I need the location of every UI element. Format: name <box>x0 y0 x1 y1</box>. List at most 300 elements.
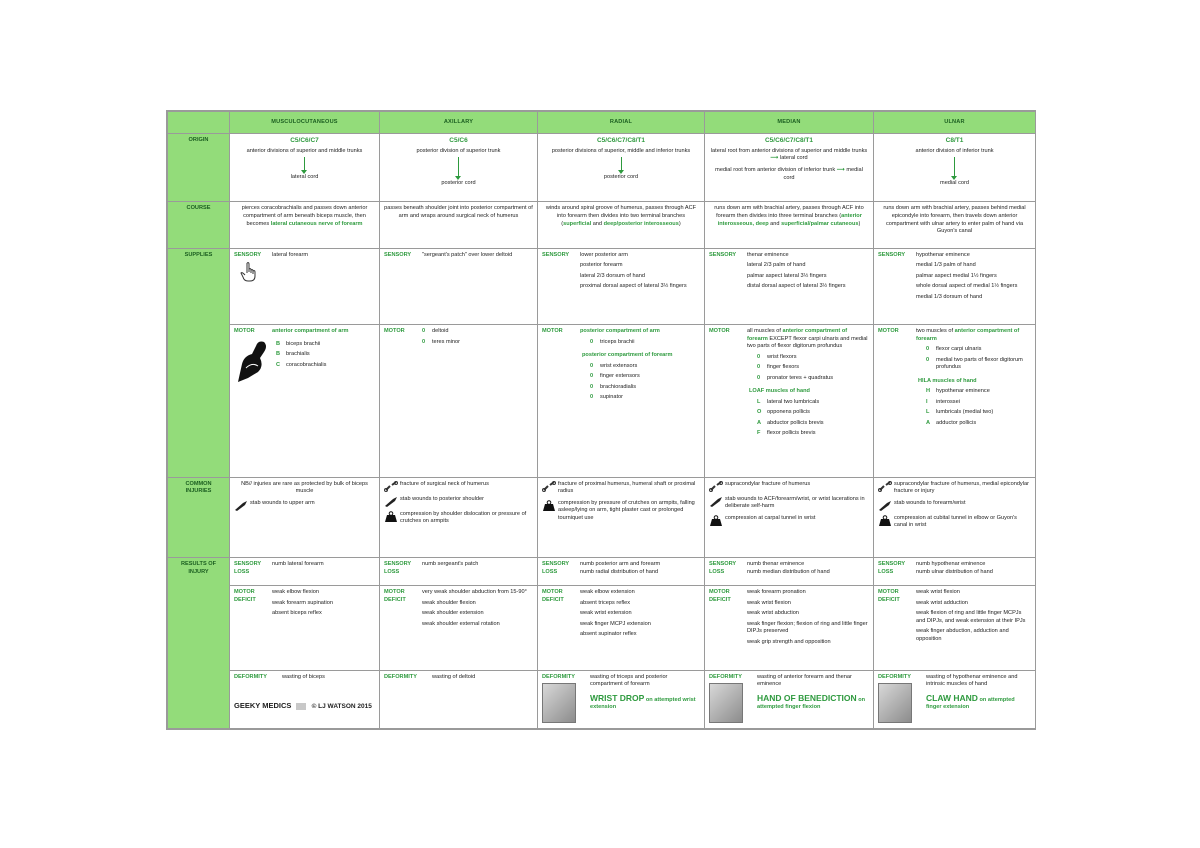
course-row <box>168 202 1036 248</box>
sensory-list <box>916 252 1031 302</box>
motor-label: MOTOR <box>709 328 730 334</box>
motor-deficit-label: MOTOR DEFICIT <box>542 589 564 603</box>
course-end: ) <box>858 220 861 227</box>
motor-deficit-item: weak forearm pronation <box>747 589 806 596</box>
course-highlight: superficial <box>563 220 592 227</box>
sensory-item: medial 1/3 dorsum of hand <box>916 293 983 300</box>
motor-letter: C <box>276 361 281 368</box>
knife-icon <box>234 500 248 511</box>
deformity-text: wasting of hypothenar eminence and intrinsic muscles of hand <box>926 673 1018 688</box>
motor-muscle: adductor pollicis <box>936 419 977 426</box>
course-highlight: deep/posterior interosseous <box>603 220 679 227</box>
injuries-ulnar <box>874 477 1036 557</box>
sensory-loss-row <box>168 558 1036 586</box>
arrow-down-icon <box>458 157 459 177</box>
motor-letter: 0 <box>926 356 930 363</box>
sensory-loss-item: numb lateral forearm <box>272 561 324 568</box>
motor-item <box>757 364 869 372</box>
origin-row <box>168 134 1036 202</box>
row-label-common-injuries: COMMON INJURIES <box>168 477 230 557</box>
motor-intro <box>747 328 869 351</box>
sensory-loss-median <box>705 558 874 586</box>
motor-letter: 0 <box>757 353 761 360</box>
row-label-course: COURSE <box>168 202 230 248</box>
motor-radial <box>538 325 705 478</box>
motor-list <box>422 328 533 349</box>
motor-post: EXCEPT flexor carpi ulnaris and medial two parts of flexor digitorum profundus <box>747 335 868 350</box>
injury-item <box>384 511 533 526</box>
sensory-loss-axillary <box>380 558 538 586</box>
claw-hand-photo <box>878 683 912 723</box>
sensory-loss-label: SENSORY LOSS <box>234 561 262 575</box>
sensory-item: palmar aspect medial 1½ fingers <box>916 272 997 279</box>
roots: C8/T1 <box>945 137 964 145</box>
motor-deficit-item: weak elbow extension <box>580 589 635 596</box>
motor-deficit-list <box>747 589 869 646</box>
sensory-loss-list <box>916 561 1031 576</box>
motor-item <box>757 420 869 428</box>
motor-list <box>878 346 1031 372</box>
row-label-origin: ORIGIN <box>168 134 230 202</box>
sensory-loss-label: SENSORY LOSS <box>384 561 412 575</box>
motor-list <box>542 339 700 347</box>
origin-text-2 <box>709 167 869 182</box>
sensory-loss-item: numb ulnar distribution of hand <box>916 568 993 575</box>
motor-muscle: flexor carpi ulnaris <box>936 346 982 353</box>
motor-musculocutaneous <box>230 325 380 478</box>
injury-text: stab wounds to forearm/wrist <box>894 499 966 506</box>
injuries-median <box>705 477 874 557</box>
motor-item <box>757 409 869 417</box>
arrow-right-icon: ⟶ <box>770 155 779 162</box>
motor-muscle: opponens pollicis <box>767 409 810 416</box>
sensory-loss-list <box>580 561 700 576</box>
branding <box>234 701 375 712</box>
deformity-radial <box>538 670 705 728</box>
roots: C5/C6/C7/C8/T1 <box>764 137 814 145</box>
motor-letter: 0 <box>926 346 930 353</box>
motor-deficit-item: weak wrist flexion <box>916 589 960 596</box>
motor-row <box>168 325 1036 478</box>
injury-text: stab wounds to upper arm <box>250 499 315 506</box>
origin-musculocutaneous <box>230 134 380 202</box>
motor-heading: anterior compartment of arm <box>272 328 349 334</box>
header-median: MEDIAN <box>705 112 874 134</box>
injury-item <box>542 481 700 496</box>
motor-intro <box>916 328 1031 343</box>
deformity-text: wasting of deltoid <box>432 673 476 680</box>
motor-item <box>926 357 1031 372</box>
motor-ulnar <box>874 325 1036 478</box>
origin-text: anterior divisions of superior and middle trunks <box>246 147 363 154</box>
motor-item <box>590 384 700 392</box>
course-musculocutaneous <box>230 202 380 248</box>
motor-muscle: wrist flexors <box>767 353 797 360</box>
motor-item <box>590 363 700 371</box>
motor-deficit-musculocutaneous <box>230 586 380 670</box>
sensory-item: palmar aspect lateral 3½ fingers <box>747 272 827 279</box>
origin-axillary <box>380 134 538 202</box>
motor-deficit-item: weak wrist abduction <box>747 610 799 617</box>
injury-item <box>542 500 700 523</box>
motor-letter: I <box>926 398 928 405</box>
sensory-item: distal dorsal aspect of lateral 3½ fingers <box>747 283 846 290</box>
motor-item <box>590 373 700 381</box>
motor-letter: 0 <box>590 362 594 369</box>
motor-letter: B <box>276 340 281 347</box>
motor-item <box>757 354 869 362</box>
motor-list-2 <box>542 363 700 402</box>
course-text: runs down arm with brachial artery, passes through ACF into forearm then divides into three terminal branches ( <box>714 205 864 219</box>
sensory-loss-label: SENSORY LOSS <box>878 561 906 575</box>
deformity-row <box>168 670 1036 728</box>
motor-letter: 0 <box>757 374 761 381</box>
motor-muscle: pronator teres + quadratus <box>767 374 834 381</box>
injury-text: stab wounds to posterior shoulder <box>400 495 484 502</box>
deformity-axillary <box>380 670 538 728</box>
arrow-down-icon <box>304 157 305 171</box>
sensory-item: posterior forearm <box>580 262 623 269</box>
motor-deficit-label: MOTOR DEFICIT <box>709 589 731 603</box>
course-text: pierces coracobrachialis and passes down anterior compartment of arm beneath biceps muscle, then becomes <box>241 205 368 227</box>
deformity-name: HAND OF BENEDICTION <box>757 692 857 703</box>
motor-muscle: deltoid <box>432 328 449 334</box>
motor-muscle: biceps brachii <box>286 340 321 347</box>
deformity-left <box>542 674 590 724</box>
sensory-item: thenar eminence <box>747 251 789 258</box>
broken-bone-icon <box>384 481 398 492</box>
motor-heading: posterior compartment of arm <box>580 328 660 334</box>
deformity-label: DEFORMITY <box>709 673 742 680</box>
motor-label: MOTOR <box>542 328 563 334</box>
motor-deficit-item: weak wrist adduction <box>916 599 968 606</box>
sensory-item: "sergeant's patch" over lower deltoid <box>422 251 513 258</box>
pointing-hand-icon <box>240 261 260 283</box>
header-ulnar: ULNAR <box>874 112 1036 134</box>
roots: C5/C6/C7/C8/T1 <box>596 137 646 145</box>
deformity-name: WRIST DROP <box>590 692 645 703</box>
motor-letter: B <box>276 351 281 358</box>
injury-text: compression at carpal tunnel in wrist <box>725 514 816 521</box>
motor-muscle: teres minor <box>432 338 460 345</box>
motor-deficit-item: weak finger abduction, adduction and opposition <box>916 628 1009 642</box>
sensory-item <box>580 252 700 291</box>
motor-label: MOTOR <box>234 328 255 334</box>
sensory-loss-radial <box>538 558 705 586</box>
deformity-musculocutaneous <box>230 670 380 728</box>
course-highlight: superficial/palmar cutaneous <box>781 220 859 227</box>
logo-image-icon <box>296 703 306 710</box>
weight-icon <box>878 515 892 526</box>
motor-item <box>926 420 1031 428</box>
motor-axillary <box>380 325 538 478</box>
injury-item <box>878 515 1031 530</box>
deformity-ulnar <box>874 670 1036 728</box>
row-label-supplies: SUPPLIES <box>168 248 230 477</box>
motor-heading-2: posterior compartment of forearm <box>582 352 673 359</box>
motor-muscle: finger flexors <box>767 364 800 371</box>
motor-deficit-list <box>916 589 1031 643</box>
sensory-loss-label: SENSORY LOSS <box>542 561 570 575</box>
motor-deficit-ulnar <box>874 586 1036 670</box>
cord: posterior cord <box>441 180 476 187</box>
motor-deficit-item: absent biceps reflex <box>272 610 322 617</box>
motor-deficit-item: absent triceps reflex <box>580 599 631 606</box>
deformity-trigger: on attempted finger extension <box>926 696 1015 711</box>
motor-deficit-item: weak shoulder external rotation <box>422 620 500 627</box>
motor-deficit-median <box>705 586 874 670</box>
arrow-down-icon <box>954 157 955 177</box>
motor-muscle: flexor pollicis brevis <box>767 430 816 437</box>
course-ulnar: runs down arm with brachial artery, passes behind medial epicondyle into forearm, then travels down anterior compartment with ulnar artery to enter palm of hand via Guyon's canal <box>874 202 1036 248</box>
injuries-musculocutaneous <box>230 477 380 557</box>
motor-deficit-item: weak finger flexion; flexion of ring and little finger DIPJs preserved <box>747 620 868 635</box>
sensory-item: hypothenar eminence <box>916 251 970 258</box>
injuries-axillary <box>380 477 538 557</box>
injury-text: stab wounds to ACF/forearm/wrist, or wrist lacerations in deliberate self-harm <box>725 495 865 510</box>
motor-deficit-item: weak forearm supination <box>272 599 333 606</box>
roots: C5/C6/C7 <box>290 137 319 145</box>
origin-radial <box>538 134 705 202</box>
deformity-left <box>878 674 926 724</box>
motor-deficit-item: weak wrist flexion <box>747 599 791 606</box>
motor-letter: 0 <box>422 328 426 334</box>
credit: © LJ WATSON 2015 <box>311 703 372 711</box>
arrow-right-icon: ⟶ <box>836 166 845 173</box>
motor-item <box>422 339 533 347</box>
motor-deficit-item: weak grip strength and opposition <box>747 638 831 645</box>
motor-item <box>757 430 869 438</box>
motor-muscle: coracobrachialis <box>286 361 327 368</box>
motor-pre: all muscles of <box>747 328 781 334</box>
motor-item <box>926 409 1031 417</box>
motor-muscle: interossei <box>936 398 960 405</box>
motor-muscle: supinator <box>600 394 624 401</box>
motor-deficit-radial <box>538 586 705 670</box>
origin-text <box>709 148 869 163</box>
course-axillary: passes beneath shoulder joint into posterior compartment of arm and wraps around surgical neck of humerus <box>380 202 538 248</box>
broken-bone-icon <box>878 481 892 492</box>
injuries-row <box>168 477 1036 557</box>
deformity-text: wasting of anterior forearm and thenar eminence <box>757 673 852 688</box>
sensory-loss-item: numb median distribution of hand <box>747 568 830 575</box>
cord: medial cord <box>783 166 863 181</box>
injury-text: compression at cubital tunnel in elbow or Guyon's canal in wrist <box>894 514 1017 529</box>
motor-letter: A <box>757 419 762 426</box>
motor-deficit-item: weak elbow flexion <box>272 589 319 596</box>
header-radial: RADIAL <box>538 112 705 134</box>
cord: lateral cord <box>779 155 808 162</box>
origin-text: posterior divisions of superior, middle and inferior trunks <box>551 147 691 154</box>
flexed-arm-icon <box>234 338 270 384</box>
course-radial <box>538 202 705 248</box>
deformity-label: DEFORMITY <box>542 673 575 680</box>
course-highlight: lateral cutaneous nerve of forearm <box>270 220 363 227</box>
motor-muscle: abductor pollicis brevis <box>767 419 824 426</box>
motor-list <box>270 338 326 384</box>
origin-ulnar <box>874 134 1036 202</box>
motor-deficit-axillary <box>380 586 538 670</box>
header-axillary: AXILLARY <box>380 112 538 134</box>
sensory-item: lateral forearm <box>272 251 309 258</box>
motor-deficit-label: MOTOR DEFICIT <box>878 589 900 603</box>
geeky-medics-logo: GEEKY MEDICS <box>234 701 292 711</box>
motor-letter: A <box>926 419 931 426</box>
injury-text: compression by pressure of crutches on armpits, falling asleep/lying on arm, tight plaster cast or prolonged tourniquet use <box>558 499 695 521</box>
motor-muscle: wrist extensors <box>600 362 638 369</box>
origin-text-medial: medial root from anterior division of inferior trunk <box>715 166 836 173</box>
deformity-label: DEFORMITY <box>234 673 267 680</box>
motor-item <box>926 346 1031 354</box>
motor-heading: anterior compartment of forearm <box>916 328 1020 342</box>
course-and: and <box>768 220 782 227</box>
motor-deficit-item: very weak shoulder abduction from 15-90° <box>422 589 527 596</box>
broken-bone-icon <box>709 481 723 492</box>
motor-letter: 0 <box>590 373 594 380</box>
motor-letter: F <box>757 430 761 437</box>
motor-item <box>276 351 326 359</box>
deformity-right <box>926 674 1031 724</box>
sensory-label: SENSORY <box>878 251 906 258</box>
sensory-loss-item: numb sergeant's patch <box>422 561 479 568</box>
course-text: winds around spiral groove of humerus, passes through ACF into forearm then divides into two terminal branches ( <box>545 205 697 227</box>
injury-item <box>709 515 869 526</box>
motor-item <box>590 339 700 347</box>
knife-icon <box>709 496 723 507</box>
deformity-name: CLAW HAND <box>926 692 978 703</box>
wrist-drop-photo <box>542 683 576 723</box>
sensory-list <box>747 252 869 291</box>
motor-deficit-item: weak flexion of ring and little finger MCPJs and DIPJs, and weak extension at their IPJs <box>916 610 1026 624</box>
weight-icon <box>709 515 723 526</box>
sensory-musculocutaneous <box>230 248 380 324</box>
deformity-median <box>705 670 874 728</box>
broken-bone-icon <box>542 481 556 492</box>
sensory-item: lateral 2/3 palm of hand <box>747 262 806 269</box>
sensory-loss-label: SENSORY LOSS <box>709 561 737 575</box>
sensory-item: lateral 2/3 dorsum of hand <box>580 272 645 279</box>
motor-letter: L <box>757 398 761 405</box>
origin-text: posterior division of superior trunk <box>416 147 501 154</box>
injuries-radial <box>538 477 705 557</box>
motor-list-2 <box>878 388 1031 427</box>
motor-muscle: brachialis <box>286 351 310 358</box>
motor-item <box>276 362 326 370</box>
motor-deficit-list <box>580 589 700 639</box>
motor-muscle: lumbricals (medial two) <box>936 409 994 416</box>
motor-heading-2: LOAF muscles of hand <box>749 388 810 395</box>
origin-median <box>705 134 874 202</box>
sensory-item: lower posterior arm <box>580 251 628 258</box>
course-end: ) <box>678 220 681 227</box>
sensory-radial <box>538 248 705 324</box>
motor-median <box>705 325 874 478</box>
nerve-summary-sheet <box>166 110 1036 730</box>
injury-item <box>878 500 1031 511</box>
motor-item <box>926 399 1031 407</box>
motor-pre: two muscles of <box>916 328 953 334</box>
sensory-label: SENSORY <box>709 251 737 258</box>
arrow-down-icon <box>621 157 622 171</box>
injury-text: supracondylar fracture of humerus, medial epicondylar fracture or injury <box>894 480 1029 495</box>
motor-list-2 <box>709 399 869 438</box>
sensory-loss-musculocutaneous <box>230 558 380 586</box>
sensory-item: proximal dorsal aspect of lateral 3½ fingers <box>580 283 687 290</box>
motor-deficit-label: MOTOR DEFICIT <box>234 589 256 603</box>
motor-deficit-list <box>272 589 375 618</box>
weight-icon <box>542 500 556 511</box>
motor-deficit-row <box>168 586 1036 670</box>
cord: lateral cord <box>290 174 319 181</box>
sensory-axillary <box>380 248 538 324</box>
sensory-loss-item: numb posterior arm and forearm <box>580 561 661 568</box>
corner-cell <box>168 112 230 134</box>
motor-letter: 0 <box>590 383 594 390</box>
course-and: and <box>591 220 604 227</box>
sensory-loss-item: numb thenar eminence <box>747 561 805 568</box>
injury-text: compression by shoulder dislocation or pressure of crutches on armpits <box>400 510 527 525</box>
deformity-label: DEFORMITY <box>878 673 911 680</box>
injury-text: supracondylar fracture of humerus <box>725 480 811 487</box>
motor-muscle: hypothenar eminence <box>936 388 990 395</box>
motor-deficit-label: MOTOR DEFICIT <box>384 589 406 603</box>
motor-item <box>276 341 326 349</box>
injury-item <box>709 496 869 511</box>
deformity-trigger: on attempted finger flexion <box>757 696 866 711</box>
header-musculocutaneous: MUSCULOCUTANEOUS <box>230 112 380 134</box>
sensory-loss-ulnar <box>874 558 1036 586</box>
motor-item <box>926 388 1031 396</box>
motor-muscle: brachioradialis <box>600 383 637 390</box>
sensory-loss-item: numb hypothenar eminence <box>916 561 986 568</box>
motor-label: MOTOR <box>878 328 899 334</box>
knife-icon <box>878 500 892 511</box>
row-label-results: RESULTS OF INJURY <box>168 558 230 729</box>
motor-item <box>590 394 700 402</box>
motor-deficit-item: absent supinator reflex <box>580 631 637 638</box>
injury-note: NB// injuries are rare as protected by bulk of biceps muscle <box>241 480 368 495</box>
motor-letter: 0 <box>590 338 594 345</box>
sensory-median <box>705 248 874 324</box>
motor-deficit-item: weak finger MCPJ extension <box>580 620 651 627</box>
sensory-loss-list <box>747 561 869 576</box>
injury-item <box>878 481 1031 496</box>
sensory-loss-item: numb radial distribution of hand <box>580 568 659 575</box>
injury-item <box>709 481 869 492</box>
motor-item <box>757 375 869 383</box>
motor-item <box>757 399 869 407</box>
deformity-label: DEFORMITY <box>384 673 417 680</box>
motor-list <box>709 354 869 383</box>
deformity-text: wasting of biceps <box>282 673 325 680</box>
benediction-hand-photo <box>709 683 743 723</box>
sensory-row <box>168 248 1036 324</box>
sensory-item: whole dorsal aspect of medial 1½ fingers <box>916 283 1018 290</box>
motor-muscle: lateral two lumbricals <box>767 398 820 405</box>
motor-letter: 0 <box>422 338 426 345</box>
sensory-item: medial 1/3 palm of hand <box>916 262 976 269</box>
motor-heading: anterior compartment of forearm <box>747 328 848 342</box>
header-row <box>168 112 1036 134</box>
motor-letter: H <box>926 388 931 395</box>
weight-icon <box>384 511 398 522</box>
motor-letter: 0 <box>757 364 761 371</box>
sensory-label: SENSORY <box>542 251 570 258</box>
course-median <box>705 202 874 248</box>
roots: C5/C6 <box>449 137 468 145</box>
origin-text: anterior division of inferior trunk <box>915 147 994 154</box>
motor-label: MOTOR <box>384 328 405 334</box>
